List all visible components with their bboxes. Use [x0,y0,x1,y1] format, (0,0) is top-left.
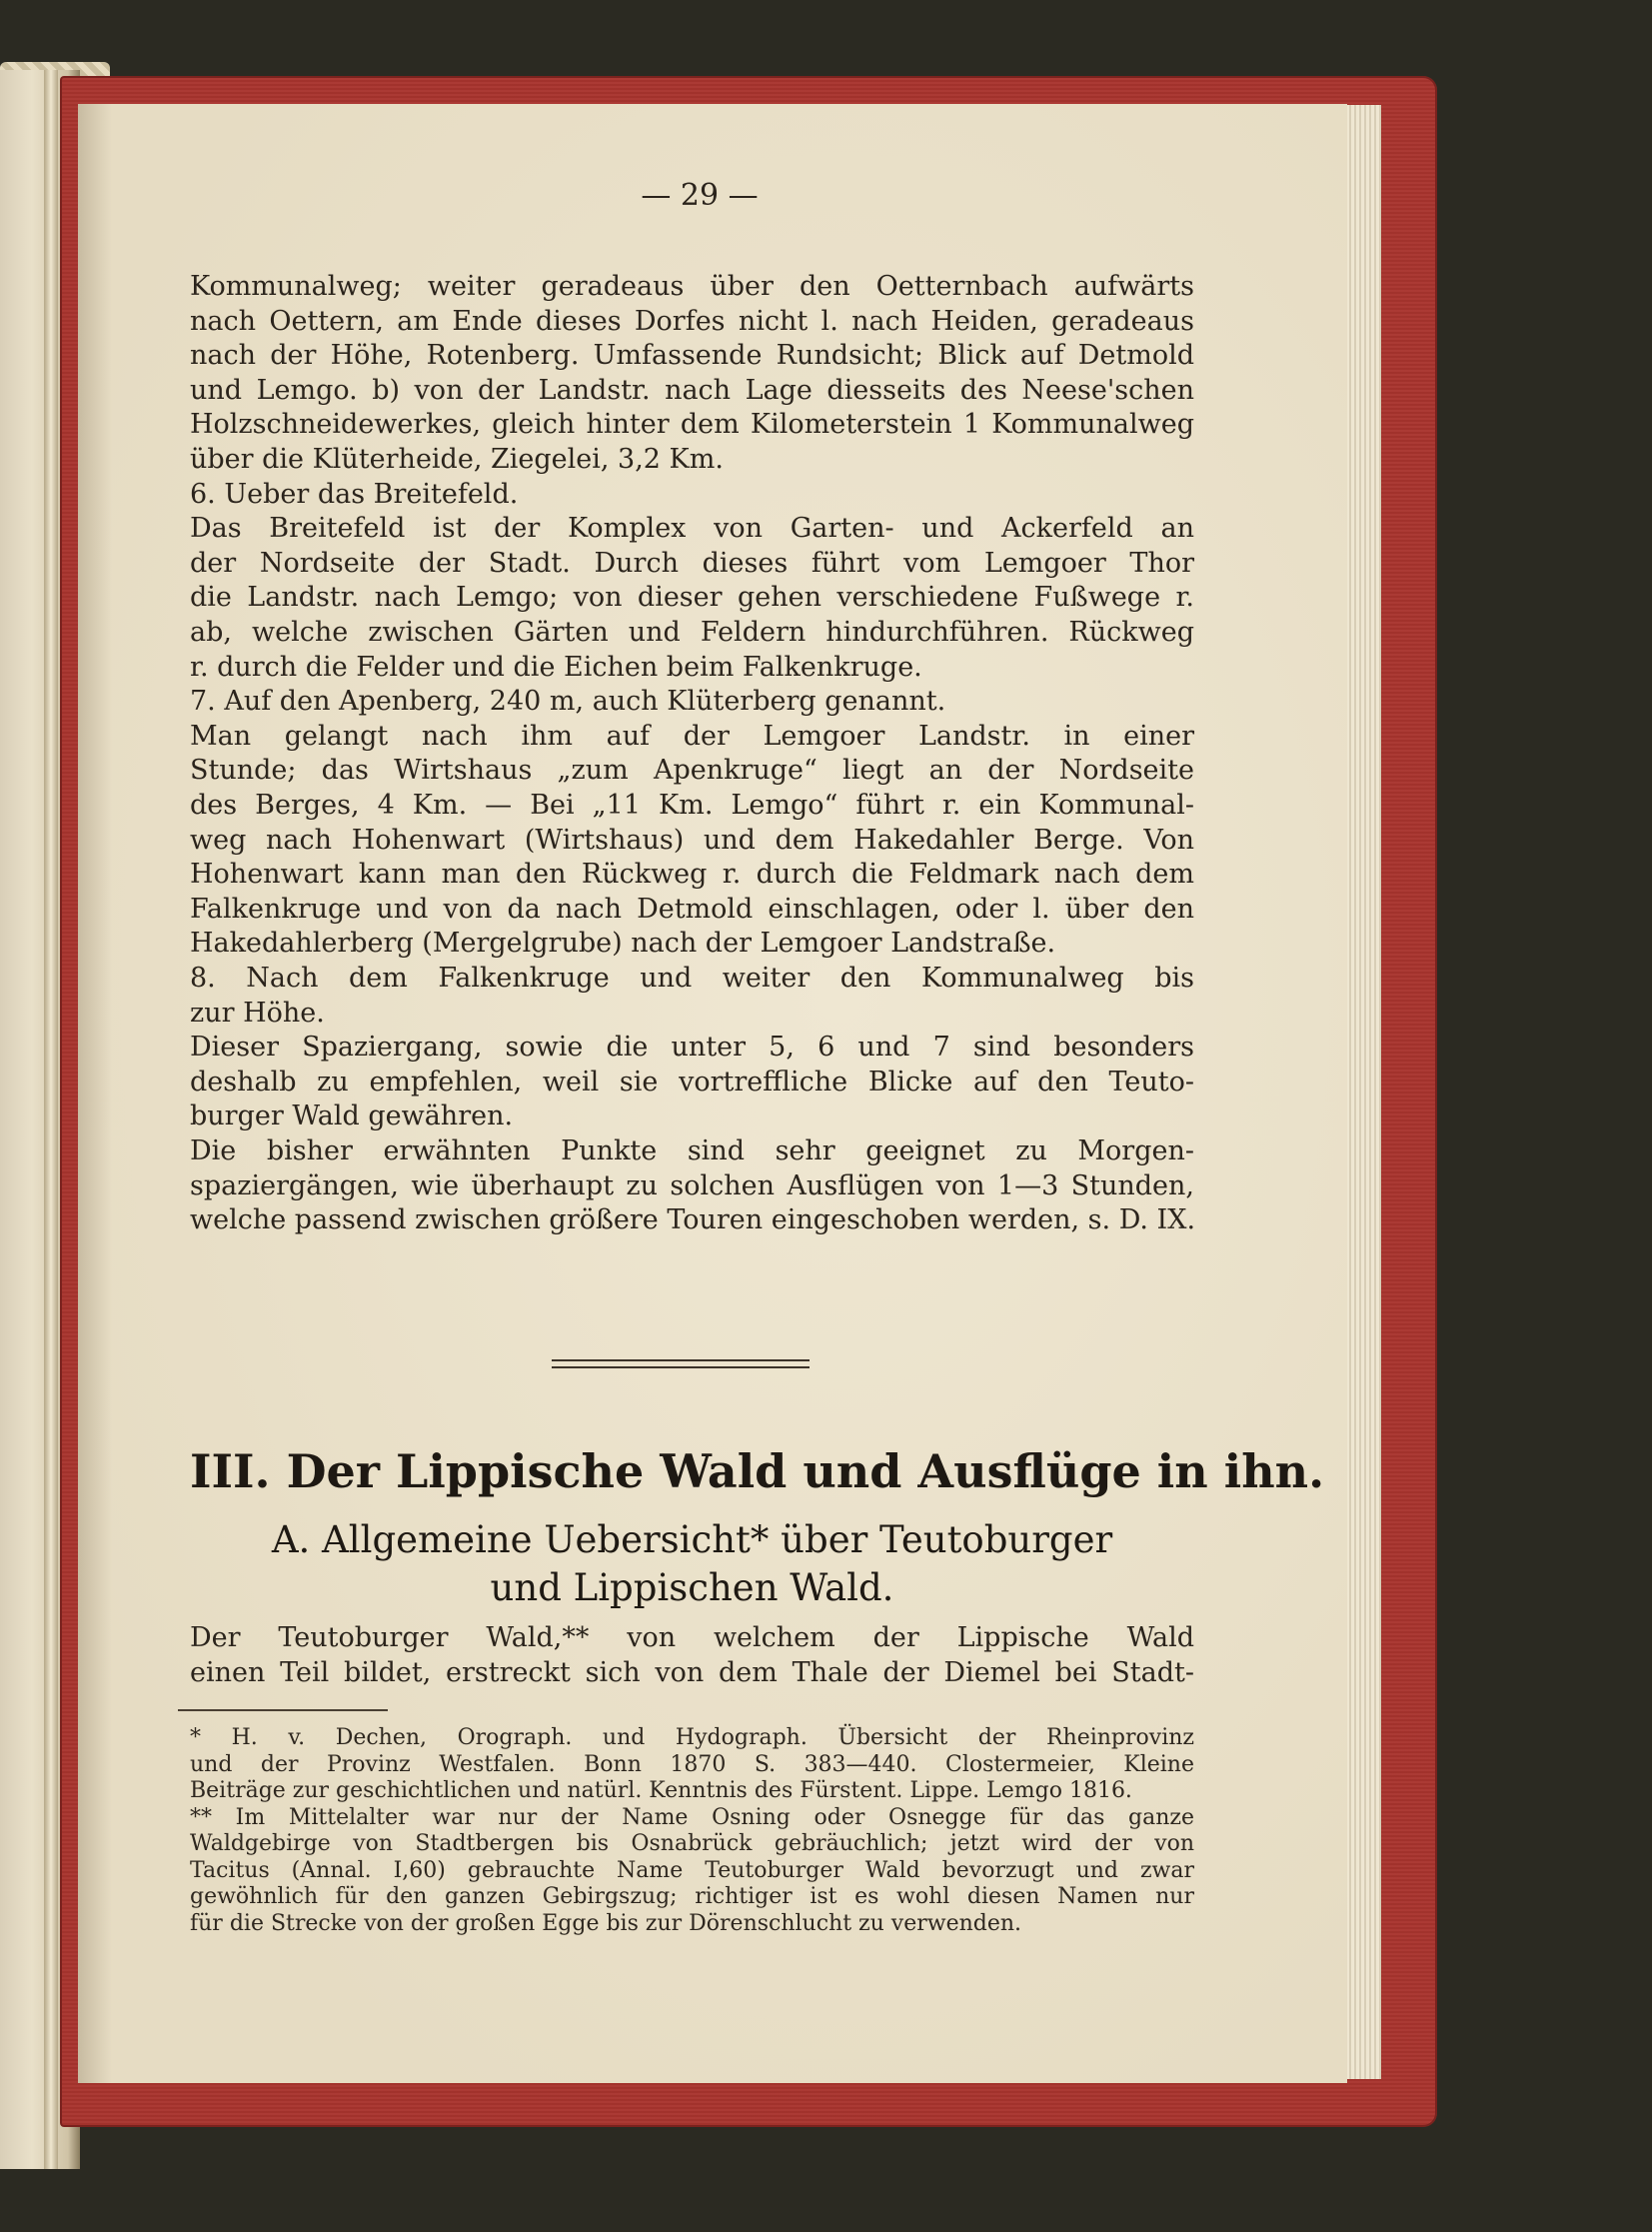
footnote-line: gewöhnlich für den ganzen Gebirgszug; richtiger ist es wohl diesen Namen nur [190,1884,1194,1909]
page-number: — 29 — [641,178,759,213]
footnote-line: Beiträge zur geschichtlichen und natürl. Kenntnis des Fürstent. Lippe. Lemgo 1816. [190,1778,1132,1803]
chapter-heading: III. Der Lippische Wald und Ausflüge in ihn. [190,1444,1325,1498]
text-line: 7. Auf den Apenberg, 240 m, auch Klüterberg genannt. [190,686,946,718]
footnote-line: Tacitus (Annal. I,60) gebrauchte Name Teutoburger Wald bevorzugt und zwar [190,1857,1194,1883]
footnote-line: * H. v. Dechen, Orograph. und Hydograph. Übersicht der Rheinprovinz [190,1725,1194,1750]
text-line: und Lemgo. b) von der Landstr. nach Lage diesseits des Neese'schen [190,374,1194,406]
text-line: 6. Ueber das Breitefeld. [190,478,519,510]
text-line: Der Teutoburger Wald,** von welchem der Lippische Wald [190,1622,1194,1653]
section-heading-line1: A. Allgemeine Uebersicht* über Teutoburger [271,1518,1113,1561]
text-line: Hakedahlerberg (Mergelgrube) nach der Lemgoer Landstraße. [190,928,1056,960]
section-divider-top [552,1359,810,1361]
footnote-line: ** Im Mittelalter war nur der Name Osning oder Osnegge für das ganze [190,1804,1194,1830]
text-line: burger Wald gewähren. [190,1101,514,1132]
text-line: spaziergängen, wie überhaupt zu solchen Ausflügen von 1—3 Stunden, [190,1169,1194,1201]
text-line: r. durch die Felder und die Eichen beim Falkenkruge. [190,651,922,683]
footnote-line: und der Provinz Westfalen. Bonn 1870 S. 383—440. Clostermeier, Kleine [190,1751,1194,1777]
text-line: weg nach Hohenwart (Wirtshaus) und dem Hakedahler Berge. Von [190,824,1194,856]
text-line: Kommunalweg; weiter geradeaus über den Oetternbach aufwärts [190,271,1194,302]
page-gutter-shadow [78,104,112,2083]
text-line: welche passend zwischen größere Touren eingeschoben werden, s. D. IX. [190,1204,1196,1236]
text-line: einen Teil bildet, erstreckt sich von dem Thale der Diemel bei Stadt- [190,1656,1194,1688]
text-line: die Landstr. nach Lemgo; von dieser gehen verschiedene Fußwege r. [190,582,1194,614]
text-line: Hohenwart kann man den Rückweg r. durch die Feldmark nach dem [190,859,1194,891]
text-line: zur Höhe. [190,997,325,1029]
text-line: Das Breitefeld ist der Komplex von Garten- und Ackerfeld an [190,513,1194,545]
text-line: Holzschneidewerkes, gleich hinter dem Kilometerstein 1 Kommunalweg [190,409,1194,441]
text-line: 8. Nach dem Falkenkruge und weiter den Kommunalweg bis [190,963,1194,994]
text-line: Man gelangt nach ihm auf der Lemgoer Landstr. in einer [190,720,1194,752]
text-line: der Nordseite der Stadt. Durch dieses führt vom Lemgoer Thor [190,547,1194,579]
text-line: Dieser Spaziergang, sowie die unter 5, 6 und 7 sind besonders [190,1032,1194,1064]
text-line: nach der Höhe, Rotenberg. Umfassende Rundsicht; Blick auf Detmold [190,340,1194,372]
text-line: über die Klüterheide, Ziegelei, 3,2 Km. [190,444,724,475]
text-line: Stunde; das Wirtshaus „zum Apenkruge“ liegt an der Nordseite [190,755,1194,787]
section-divider-bottom [552,1366,810,1368]
text-line: nach Oettern, am Ende dieses Dorfes nicht l. nach Heiden, geradeaus [190,305,1194,337]
footnote-line: für die Strecke von der großen Egge bis zur Dörenschlucht zu verwenden. [190,1910,1022,1936]
section-heading-line2: und Lippischen Wald. [490,1566,894,1609]
text-line: des Berges, 4 Km. — Bei „11 Km. Lemgo“ führt r. ein Kommunal- [190,790,1194,821]
text-line: deshalb zu empfehlen, weil sie vortreffliche Blicke auf den Teuto- [190,1066,1194,1098]
text-line: Die bisher erwähnten Punkte sind sehr geeignet zu Morgen- [190,1135,1194,1166]
text-line: Falkenkruge und von da nach Detmold einschlagen, oder l. über den [190,893,1194,925]
spine-fold [44,70,58,2169]
footnote-rule [178,1709,388,1711]
footnote-line: Waldgebirge von Stadtbergen bis Osnabrück gebräuchlich; jetzt wird der von [190,1831,1194,1856]
text-line: ab, welche zwischen Gärten und Feldern hindurchführen. Rückweg [190,617,1194,648]
